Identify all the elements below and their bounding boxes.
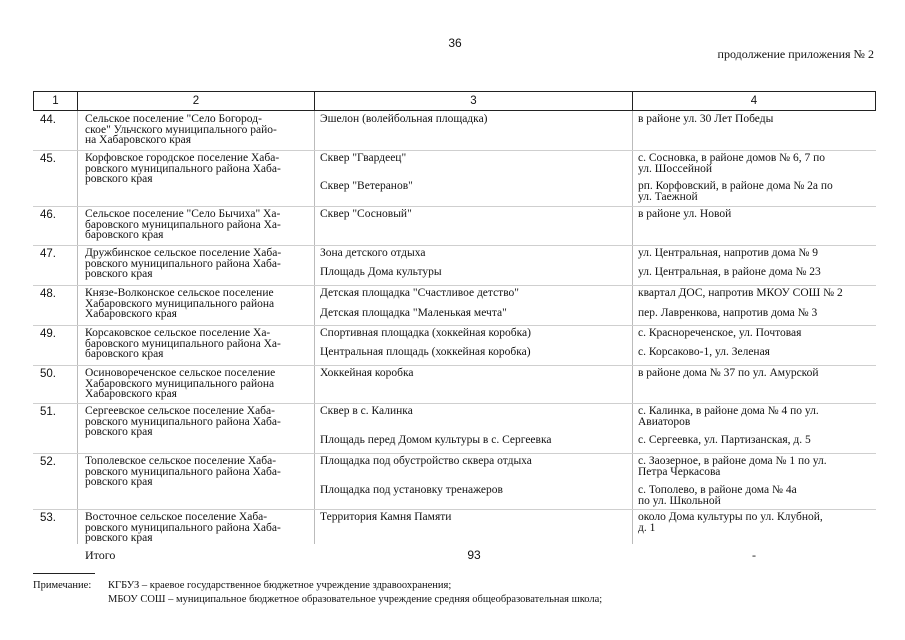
settlement-line: Сельское поселение "Село Бычиха" Ха- (85, 208, 281, 220)
location-line: с. Сергеевка, ул. Партизанская, д. 5 (638, 434, 811, 446)
settlement-name (85, 248, 310, 280)
object-location (638, 153, 870, 174)
object-location (638, 485, 870, 506)
settlement-line: Тополевское сельское поселение Хаба- (85, 455, 277, 467)
row-divider (33, 365, 876, 366)
settlement-name (85, 456, 310, 488)
row-number: 47. (40, 248, 56, 260)
footnote-line: МБОУ СОШ – муниципальное бюджетное образовательное учреждение средняя общеобразовательная школа; (108, 594, 603, 605)
row-number: 45. (40, 153, 56, 165)
settlement-line: на Хабаровского края (85, 134, 192, 146)
settlement-name (85, 209, 310, 241)
row-divider (33, 403, 876, 404)
location-line: ул. Центральная, в районе дома № 23 (638, 266, 821, 278)
row-divider (33, 150, 876, 151)
settlement-line: баровского муниципального района Ха- (85, 337, 281, 350)
settlement-name (85, 368, 310, 400)
settlement-line: ровского муниципального района Хаба- (85, 162, 281, 175)
location-line: Авиаторов (638, 415, 691, 428)
location-line: с. Заозерное, в районе дома № 1 по ул. (638, 455, 827, 467)
row-divider (33, 245, 876, 246)
location-line: по ул. Школьной (638, 494, 721, 507)
object-name: Эшелон (волейбольная площадка) (320, 113, 488, 125)
object-location (638, 308, 870, 319)
column-header-3: 3 (314, 91, 633, 111)
object-name: Площадь Дома культуры (320, 266, 442, 278)
object-name: Спортивная площадка (хоккейная коробка) (320, 327, 531, 339)
row-number: 44. (40, 114, 56, 126)
row-number: 50. (40, 368, 56, 380)
row-divider (33, 206, 876, 207)
settlement-line: Сергеевское сельское поселение Хаба- (85, 405, 275, 417)
settlement-name (85, 406, 310, 438)
row-number: 46. (40, 209, 56, 221)
settlement-line: ровского муниципального района Хаба- (85, 521, 281, 534)
settlement-line: Дружбинское сельское поселение Хаба- (85, 247, 282, 259)
location-line: ул. Центральная, напротив дома № 9 (638, 247, 818, 259)
object-location (638, 406, 870, 427)
location-line: Петра Черкасова (638, 465, 721, 478)
location-line: в районе дома № 37 по ул. Амурской (638, 367, 819, 379)
location-line: с. Корсаково-1, ул. Зеленая (638, 346, 770, 358)
location-line: ул. Таежной (638, 190, 698, 203)
object-location (638, 328, 870, 339)
settlement-line: ское" Ульчского муниципального райо- (85, 123, 277, 136)
object-name: Зона детского отдыха (320, 247, 426, 259)
settlement-name (85, 512, 310, 544)
object-location (638, 267, 870, 278)
settlement-line: ровского края (85, 268, 153, 280)
object-location (638, 288, 870, 299)
settlement-line: Хабаровского муниципального района (85, 377, 275, 390)
column-header-1: 1 (33, 91, 78, 111)
location-line: с. Краснореченское, ул. Почтовая (638, 327, 802, 339)
page-number: 36 (448, 36, 462, 50)
row-number: 51. (40, 406, 56, 418)
object-name: Сквер "Сосновый" (320, 208, 412, 220)
footnote-line: КГБУЗ – краевое государственное бюджетное учреждение здравоохранения; (108, 580, 452, 591)
location-line: ул. Шоссейной (638, 162, 713, 175)
object-location (638, 512, 870, 533)
object-name: Центральная площадь (хоккейная коробка) (320, 346, 531, 358)
object-location (638, 368, 870, 379)
settlement-line: ровского муниципального района Хаба- (85, 257, 281, 270)
column-divider (77, 111, 78, 544)
object-name: Территория Камня Памяти (320, 511, 452, 523)
settlement-line: Хабаровского края (85, 308, 177, 320)
row-divider (33, 325, 876, 326)
location-line: с. Калинка, в районе дома № 4 по ул. (638, 405, 819, 417)
column-header-2: 2 (77, 91, 315, 111)
object-location (638, 347, 870, 358)
object-name: Детская площадка "Счастливое детство" (320, 287, 519, 299)
column-divider (314, 111, 315, 544)
settlement-line: ровского края (85, 532, 153, 544)
location-line: пер. Лавренкова, напротив дома № 3 (638, 307, 818, 319)
settlement-line: ровского муниципального района Хаба- (85, 465, 281, 478)
total-value: 93 (467, 548, 481, 562)
location-line: с. Сосновка, в районе домов № 6, 7 по (638, 152, 826, 164)
settlement-line: Хабаровского муниципального района (85, 297, 275, 310)
row-divider (33, 285, 876, 286)
total-dash: - (752, 548, 756, 562)
settlement-line: ровского муниципального района Хаба- (85, 415, 281, 428)
settlement-name (85, 288, 310, 320)
settlement-line: Корсаковское сельское поселение Ха- (85, 327, 271, 339)
object-name: Сквер в с. Калинка (320, 405, 413, 417)
row-number: 53. (40, 512, 56, 524)
column-divider (632, 111, 633, 544)
settlement-line: Осиновореченское сельское поселение (85, 367, 276, 379)
settlement-name (85, 328, 310, 360)
location-line: д. 1 (638, 521, 656, 534)
object-name: Площадка под установку тренажеров (320, 484, 503, 496)
settlement-line: ровского края (85, 173, 153, 185)
settlement-line: Князе-Волконское сельское поселение (85, 287, 274, 299)
location-line: в районе ул. Новой (638, 208, 732, 220)
total-label: Итого (85, 548, 116, 562)
settlement-line: ровского края (85, 426, 153, 438)
object-name: Сквер "Гвардеец" (320, 152, 407, 164)
object-location (638, 456, 870, 477)
object-name: Хоккейная коробка (320, 367, 414, 379)
settlement-line: Хабаровского края (85, 388, 177, 400)
continuation-caption: продолжение приложения № 2 (717, 47, 874, 61)
settlement-line: Корфовское городское поселение Хаба- (85, 152, 280, 164)
settlement-line: ровского края (85, 476, 153, 488)
row-divider (33, 509, 876, 510)
footnote-rule (33, 573, 95, 574)
settlement-line: Восточное сельское поселение Хаба- (85, 511, 268, 523)
object-name: Детская площадка "Маленькая мечта" (320, 307, 507, 319)
settlement-name (85, 153, 310, 185)
object-location (638, 209, 870, 220)
footnote-label: Примечание: (33, 580, 92, 591)
settlement-line: Сельское поселение "Село Богород- (85, 113, 262, 125)
settlement-line: баровского края (85, 229, 164, 241)
object-location (638, 435, 870, 446)
settlement-line: баровского края (85, 348, 164, 360)
column-header-4: 4 (632, 91, 876, 111)
location-line: около Дома культуры по ул. Клубной, (638, 511, 823, 523)
location-line: квартал ДОС, напротив МКОУ СОШ № 2 (638, 287, 843, 299)
object-name: Площадка под обустройство сквера отдыха (320, 455, 532, 467)
object-location (638, 181, 870, 202)
settlement-line: баровского муниципального района Ха- (85, 218, 281, 231)
location-line: в районе ул. 30 Лет Победы (638, 113, 774, 125)
object-name: Сквер "Ветеранов" (320, 180, 413, 192)
row-number: 48. (40, 288, 56, 300)
row-divider (33, 453, 876, 454)
location-line: рп. Корфовский, в районе дома № 2а по (638, 180, 833, 192)
settlement-name (85, 114, 310, 146)
location-line: с. Тополево, в районе дома № 4а (638, 484, 797, 496)
row-number: 52. (40, 456, 56, 468)
object-location (638, 248, 870, 259)
object-name: Площадь перед Домом культуры в с. Сергеевка (320, 434, 552, 446)
row-number: 49. (40, 328, 56, 340)
object-location (638, 114, 870, 125)
